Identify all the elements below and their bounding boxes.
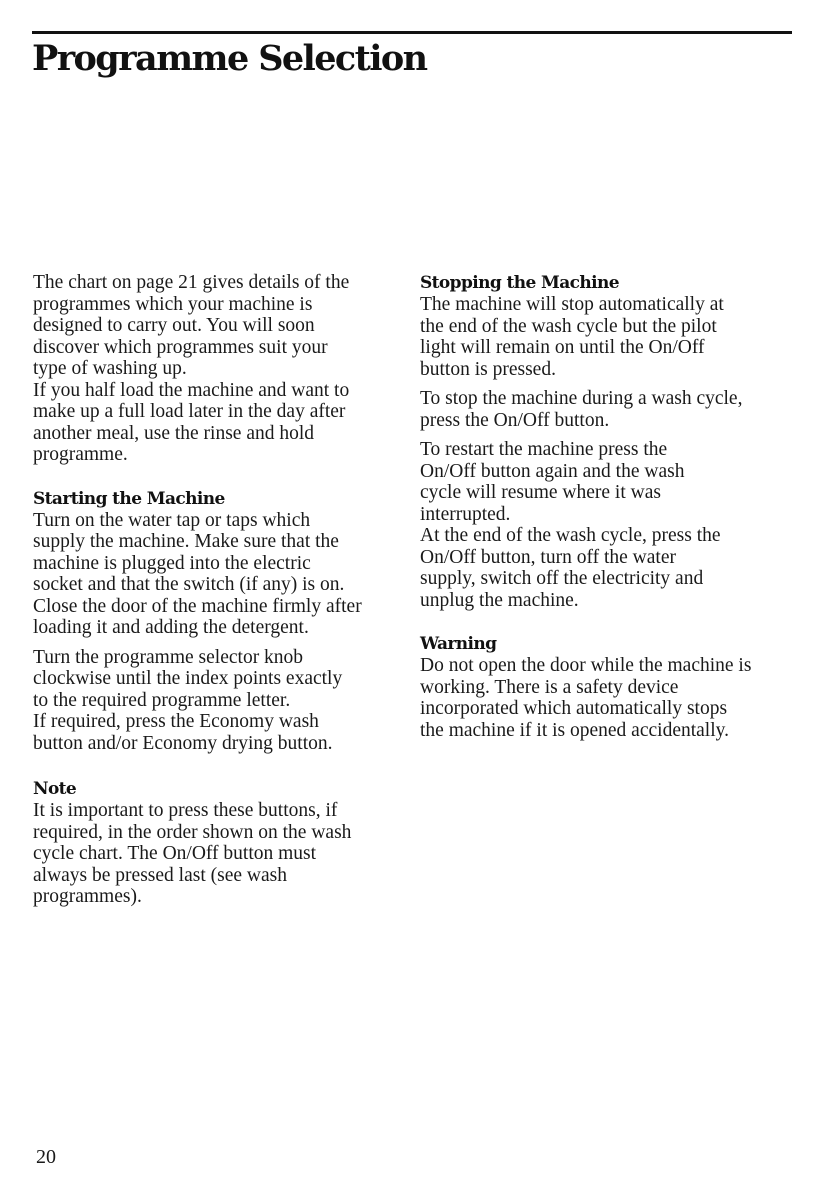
page-number: 20: [36, 1146, 56, 1168]
warning-paragraph: Do not open the door while the machine is working. There is a safety device incorporated which automatically stops the machine if it is opened accidentally.: [420, 655, 752, 741]
note-paragraph: It is important to press these buttons, if required, in the order shown on the wash cycle chart. The On/Off button must always be pressed last (see wash programmes).: [33, 800, 352, 907]
starting-paragraph-2: Turn the programme selector knob clockwise until the index points exactly to the required programme letter. If required, press the Economy wash button and/or Economy drying button.: [33, 646, 343, 754]
intro-paragraph: The chart on page 21 gives details of the programmes which your machine is designed to carry out. You will soon discover which programmes suit your type of washing up. If you half load the machine and want to make up a full load later in the day after another meal, use the rinse and hold programme.: [33, 272, 350, 465]
stopping-paragraph-2: To stop the machine during a wash cycle, press the On/Off button.: [420, 388, 743, 431]
warning-heading: Warning: [420, 634, 497, 654]
title-rule: [32, 31, 792, 34]
stopping-heading: Stopping the Machine: [420, 273, 619, 293]
stopping-paragraph-3: To restart the machine press the On/Off button again and the wash cycle will resume where it was interrupted. At the end of the wash cycle, press the On/Off button, turn off the water supply, switch off the electricity and unplug the machine.: [420, 439, 721, 611]
stopping-paragraph-1: The machine will stop automatically at the end of the wash cycle but the pilot light will remain on until the On/Off button is pressed.: [420, 294, 724, 380]
starting-heading: Starting the Machine: [33, 488, 225, 509]
right-column: [420, 272, 800, 741]
starting-paragraph-1: Turn on the water tap or taps which supply the machine. Make sure that the machine is plugged into the electric socket and that the switch (if any) is on. Close the door of the machine firmly after loading it and adding the detergent.: [33, 509, 362, 638]
left-column: [33, 272, 403, 908]
page-title: Programme Selection: [32, 38, 427, 79]
note-heading: Note: [33, 779, 77, 799]
